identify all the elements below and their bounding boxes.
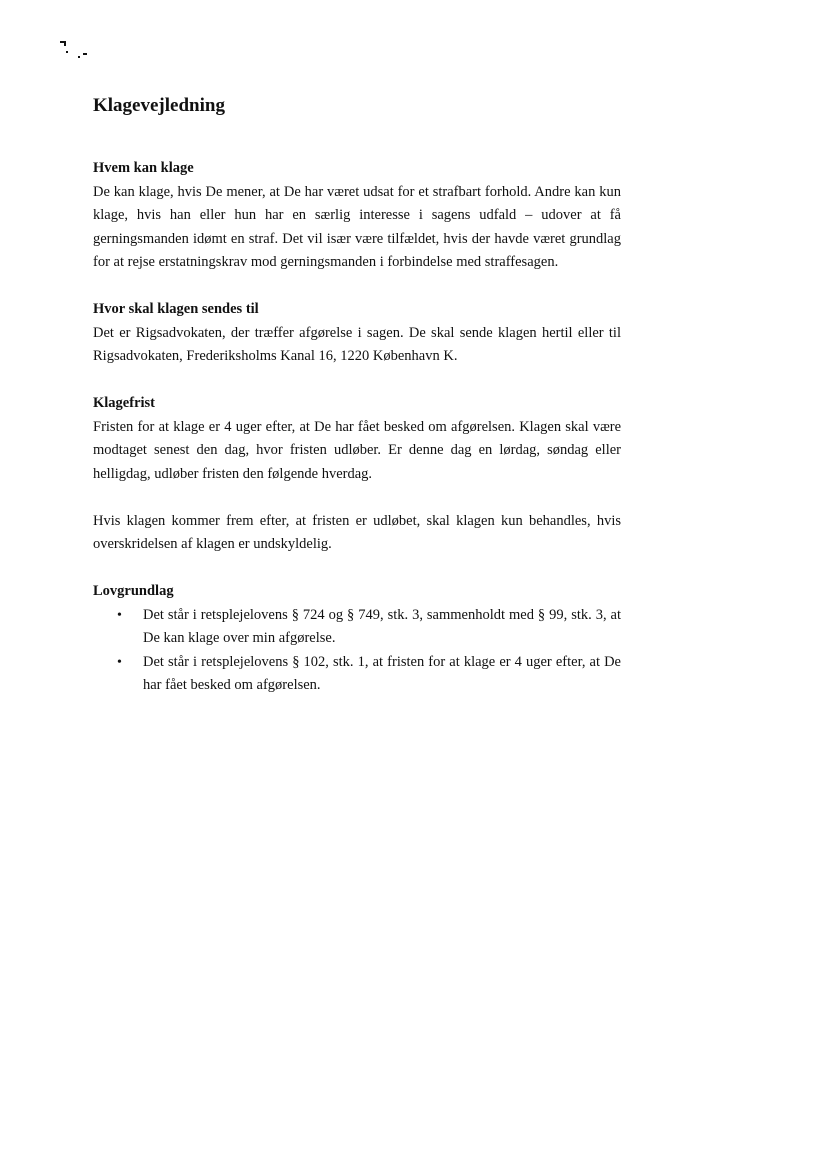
list-item: [93, 604, 621, 651]
section-paragraph: Det er Rigsadvokaten, der træffer afgørelse i sagen. De skal sende klagen hertil eller til Rigsadvokaten, Frederiksholms Kanal 16, 1220 København K.: [93, 324, 621, 364]
bullet-icon: •: [117, 607, 122, 623]
section-legal-basis: [93, 580, 621, 698]
section-deadline: [93, 392, 621, 557]
scan-specks: [56, 38, 96, 62]
list-item-text: Det står i retsplejelovens § 724 og § 749, stk. 3, sammenholdt med § 99, stk. 3, at De kan klage over min afgørelse.: [143, 606, 621, 646]
section-heading: Lovgrundlag: [93, 583, 174, 599]
document-body: [93, 93, 621, 721]
scan-speck: [66, 51, 68, 53]
section-paragraph: De kan klage, hvis De mener, at De har været udsat for et strafbart forhold. Andre kan kun klage, hvis han eller hun har en særlig interesse i sagens udfald – udover at få gerningsmanden idømt en straf. Det vil især være tilfældet, hvis der havde været grundlag for at rejse erstatningskrav mod gerningsmanden i forbindelse med straffesagen.: [93, 183, 621, 270]
section-heading: Hvor skal klagen sendes til: [93, 301, 259, 317]
document-title: Klagevejledning: [93, 95, 225, 116]
list-item-text: Det står i retsplejelovens § 102, stk. 1, at fristen for at klage er 4 uger efter, at De har fået besked om afgørelsen.: [143, 653, 621, 693]
section-heading: Klagefrist: [93, 395, 156, 411]
scan-speck: [83, 53, 87, 55]
section-who-can-complain: [93, 157, 621, 275]
section-paragraph: Hvis klagen kommer frem efter, at fristen er udløbet, skal klagen kun behandles, hvis overskridelsen af klagen er undskyldelig.: [93, 512, 621, 552]
scan-speck: [78, 56, 80, 58]
bullet-icon: •: [117, 654, 122, 670]
legal-basis-list: [93, 604, 621, 698]
section-where-to-send: [93, 298, 621, 369]
section-heading: Hvem kan klage: [93, 160, 194, 176]
section-paragraph: Fristen for at klage er 4 uger efter, at De har fået besked om afgørelsen. Klagen skal være modtaget senest den dag, hvor fristen udløber. Er denne dag en lørdag, søndag eller helligdag, udløber fristen den følgende hverdag.: [93, 418, 621, 482]
list-item: [93, 651, 621, 698]
scan-speck: [64, 43, 66, 46]
scan-speck: [60, 41, 66, 43]
